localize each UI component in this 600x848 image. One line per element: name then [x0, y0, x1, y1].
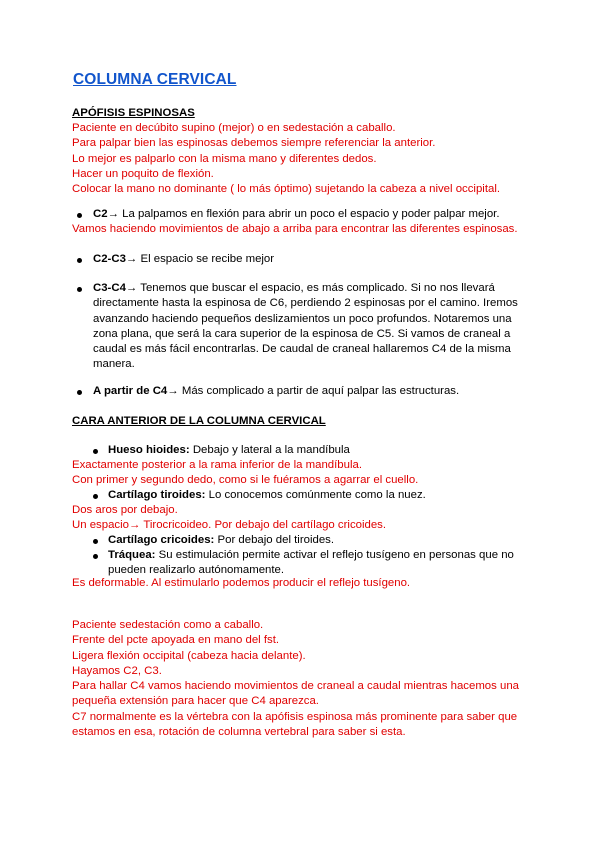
bullet-label: A partir de C4	[93, 385, 168, 397]
text-line: Lo mejor es palparlo con la misma mano y diferentes dedos.	[72, 152, 377, 165]
bullet-icon	[77, 213, 82, 218]
bullet-icon	[77, 390, 82, 395]
bullet-label: C3-C4	[93, 282, 126, 294]
note-block	[72, 503, 542, 534]
text-line: Frente del pcte apoyada en mano del fst.	[72, 634, 280, 647]
text-line: Paciente sedestación como a caballo.	[72, 619, 264, 631]
item-text: Su estimulación permite activar el reflejo tusígeno en personas que no	[155, 549, 514, 561]
item-cartilago-cricoides	[108, 533, 578, 548]
bullet-c2	[93, 207, 563, 222]
note-block	[72, 458, 542, 489]
item-text: Por debajo del tiroides.	[214, 534, 335, 546]
bullet-label: C2	[93, 208, 108, 220]
bullet-text: caudal es más fácil encontrarlas. De caudal de craneal hallaremos C4 de la misma	[93, 343, 511, 356]
text-line: pequeña extensión para hacer que C4 aparezca.	[72, 695, 319, 708]
text-line: estamos en esa, rotación de columna vertebral para saber si esta.	[72, 726, 406, 739]
procedure-paragraph	[72, 618, 542, 740]
bullet-text: avanzando haciendo pequeños deslizamientos un poco profundos. Notaremos una	[93, 312, 512, 325]
bullet-c2-c3	[93, 252, 563, 267]
item-text: pueden realizarlo autónomamente.	[108, 564, 285, 577]
bullet-text: → El espacio se recibe mejor	[125, 253, 275, 265]
note-line: Con primer y segundo dedo, como si le fuéramos a agarrar el cuello.	[72, 474, 419, 487]
note-line: Dos aros por debajo.	[72, 504, 178, 516]
bullet-a-partir-c4	[93, 384, 563, 399]
bullet-text: zona plana, que será la cara superior de la espinosa de C5. Si vamos de craneal a	[93, 327, 511, 340]
note-line: Es deformable. Al estimularlo podemos producir el reflejo tusígeno.	[72, 577, 411, 589]
item-text: Debajo y lateral a la mandíbula	[189, 444, 350, 456]
item-traquea	[108, 548, 548, 579]
note-line: Vamos haciendo movimientos de abajo a arriba para encontrar las diferentes espinosas.	[72, 223, 518, 235]
bullet-text: → Tenemos que buscar el espacio, es más complicado. Si no nos llevará	[125, 282, 495, 294]
text-line: Hayamos C2, C3.	[72, 664, 162, 677]
bullet-icon	[77, 287, 82, 292]
text-line: Colocar la mano no dominante ( lo más óptimo) sujetando la cabeza a nivel occipital.	[72, 183, 501, 196]
bullet-text: → Más complicado a partir de aquí palpar las estructuras.	[167, 385, 460, 397]
bullet-text: directamente hasta la espinosa de C6, perdiendo 2 espinosas por el camino. Iremos	[93, 297, 518, 310]
text-line: Paciente en decúbito supino (mejor) o en sedestación a caballo.	[72, 122, 396, 134]
item-label: Cartílago tiroides:	[108, 489, 206, 501]
bullet-label: C2-C3	[93, 253, 126, 265]
text-line: C7 normalmente es la vértebra con la apófisis espinosa más prominente para saber que	[72, 710, 518, 723]
bullet-icon	[93, 449, 98, 454]
page-title: COLUMNA CERVICAL	[73, 71, 237, 88]
item-cartilago-tiroides	[108, 488, 578, 503]
item-text: Lo conocemos comúnmente como la nuez.	[205, 489, 426, 501]
note-line: Un espacio→ Tirocricoideo. Por debajo del cartílago cricoides.	[72, 519, 387, 532]
intro-paragraph	[72, 121, 542, 197]
bullet-icon	[93, 494, 98, 499]
bullet-icon	[93, 539, 98, 544]
text-line: Para hallar C4 vamos haciendo movimientos de craneal a caudal mientras hacemos una	[72, 680, 520, 693]
bullet-text: → La palpamos en flexión para abrir un poco el espacio y poder palpar mejor.	[107, 208, 500, 220]
text-line: Ligera flexión occipital (cabeza hacia delante).	[72, 649, 306, 662]
note-line: Exactamente posterior a la rama inferior de la mandíbula.	[72, 459, 362, 471]
bullet-icon	[77, 258, 82, 263]
item-label: Cartílago cricoides:	[108, 534, 215, 546]
bullet-text: manera.	[93, 358, 135, 371]
item-label: Tráquea:	[108, 549, 156, 561]
bullet-icon	[93, 554, 98, 559]
item-label: Hueso hioides:	[108, 444, 190, 456]
section-heading-apofisis: APÓFISIS ESPINOSAS	[72, 107, 195, 119]
item-hueso-hioides	[108, 443, 578, 458]
text-line: Para palpar bien las espinosas debemos siempre referenciar la anterior.	[72, 137, 436, 150]
text-line: Hacer un poquito de flexión.	[72, 167, 214, 180]
section-heading-cara-anterior: CARA ANTERIOR DE LA COLUMNA CERVICAL	[72, 415, 326, 427]
bullet-c3-c4	[93, 281, 543, 373]
